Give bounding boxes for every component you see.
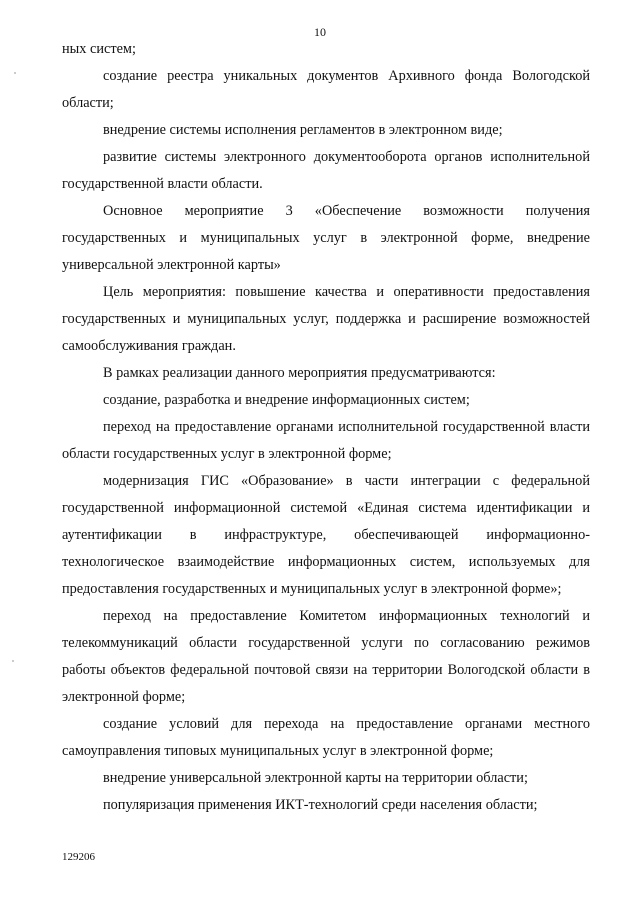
paragraph: Цель мероприятия: повышение качества и оперативности предоставления государственных и муниципальных услуг, поддержка и расширение возможностей самообслуживания граждан.: [62, 284, 590, 354]
paragraph-continuation: ных систем;: [62, 41, 136, 57]
paragraph: создание, разработка и внедрение информационных систем;: [103, 392, 470, 408]
paragraph: переход на предоставление органами исполнительной государственной власти области государственных услуг в электронной форме;: [62, 419, 590, 462]
scan-speck: [12, 660, 14, 662]
paragraph: внедрение универсальной электронной карты на территории области;: [103, 770, 528, 786]
paragraph: В рамках реализации данного мероприятия предусматриваются:: [103, 365, 496, 381]
paragraph: создание реестра уникальных документов Архивного фонда Вологодской области;: [62, 68, 590, 111]
paragraph-heading: Основное мероприятие 3 «Обеспечение возможности получения государственных и муниципальных услуг в электронной форме, внедрение универсальной электронной карты»: [62, 203, 590, 273]
paragraph: создание условий для перехода на предоставление органами местного самоуправления типовых муниципальных услуг в электронной форме;: [62, 716, 590, 759]
paragraph: переход на предоставление Комитетом информационных технологий и телекоммуникаций области государственной услуги по согласованию режимов работы объектов федеральной почтовой связи на территории Вологодской области в электронной форме;: [62, 608, 590, 705]
page-number: 10: [314, 25, 326, 39]
document-code: 129206: [62, 851, 95, 863]
paragraph: модернизация ГИС «Образование» в части интеграции с федеральной государственной информационной системой «Единая система идентификации и аутентификации в инфраструктуре, обеспечивающей информационно-технологическое взаимодействие информационных систем, используемых для предоставления государственных и муниципальных услуг в электронной форме»;: [62, 473, 590, 597]
paragraph: популяризация применения ИКТ-технологий среди населения области;: [103, 797, 538, 813]
paragraph: внедрение системы исполнения регламентов в электронном виде;: [103, 122, 503, 138]
paragraph: развитие системы электронного документооборота органов исполнительной государственной власти области.: [62, 149, 590, 192]
document-body: [62, 36, 590, 819]
scan-speck: [14, 72, 16, 74]
